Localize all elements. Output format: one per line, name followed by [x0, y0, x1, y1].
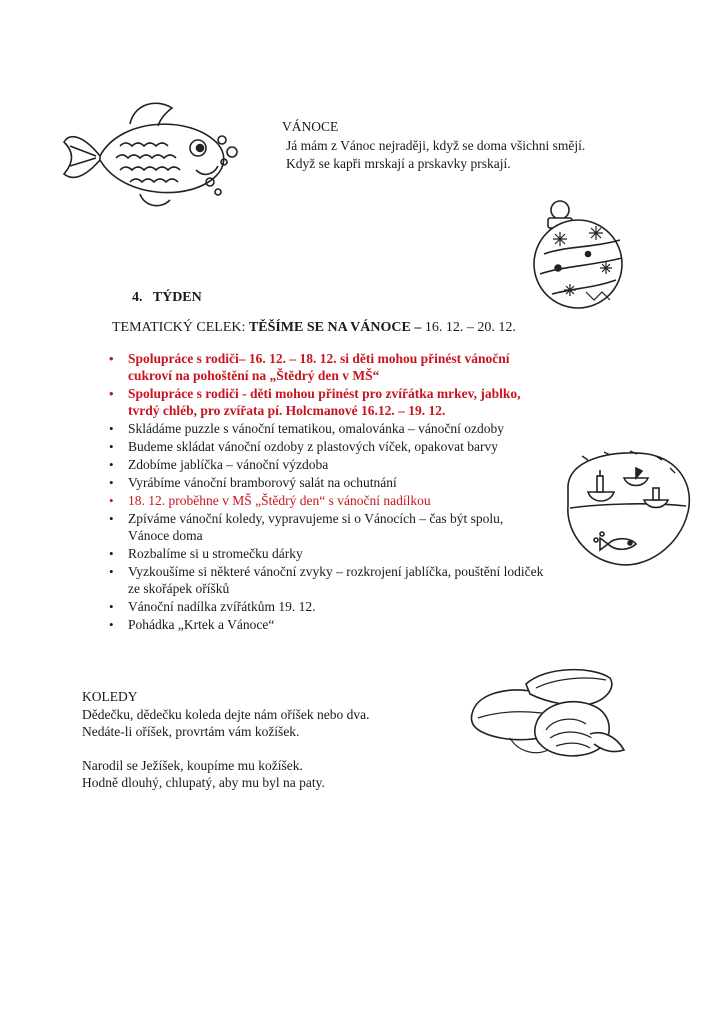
theme-prefix: TEMATICKÝ CELEK:: [112, 320, 249, 335]
apple-boats-illustration: [560, 446, 694, 574]
activity-item: • Spolupráce s rodiči - děti mohou přinést pro zvířátka mrkev, jablko, tvrdý chléb, pro zvířata pí. Holcmanové 16.12. – 19. 12.: [106, 385, 546, 419]
week-number: 4.: [132, 290, 143, 305]
activity-item: • Budeme skládat vánoční ozdoby z plastových víček, opakovat barvy: [106, 438, 546, 455]
fish-illustration: [60, 96, 240, 216]
poem-line: Já mám z Vánoc nejraději, když se doma všichni smějí.: [286, 138, 586, 153]
activity-item: • Spolupráce s rodiči– 16. 12. – 18. 12. si děti mohou přinést vánoční cukroví na pohoštění na „Štědrý den v MŠ“: [106, 350, 546, 384]
activity-item: • 18. 12. proběhne v MŠ „Štědrý den“ s vánoční nadílkou: [106, 492, 546, 509]
activity-item: • Vánoční nadílka zvířátkům 19. 12.: [106, 598, 546, 615]
theme-line: [112, 320, 516, 336]
walnuts-illustration: [466, 664, 626, 764]
activity-item: • Zdobíme jablíčka – vánoční výzdoba: [106, 456, 546, 473]
activities-list: [106, 350, 546, 634]
week-heading: [132, 290, 202, 306]
koledy-title: KOLEDY: [82, 689, 138, 704]
poem-title: VÁNOCE: [282, 119, 339, 134]
koledy-line: Dědečku, dědečku koleda dejte nám oříšek nebo dva.: [82, 707, 370, 722]
poem-line: Když se kapři mrskají a prskavky prskají.: [286, 156, 511, 171]
koledy-line: Narodil se Ježíšek, koupíme mu kožíšek.: [82, 758, 303, 773]
activity-item: • Zpíváme vánoční koledy, vypravujeme si o Vánocích – čas být spolu, Vánoce doma: [106, 510, 546, 544]
christmas-ornament-illustration: [530, 196, 640, 314]
koledy-line: Hodně dlouhý, chlupatý, aby mu byl na paty.: [82, 775, 325, 790]
activity-item: • Vyrábíme vánoční bramborový salát na ochutnání: [106, 474, 546, 491]
koledy-line: Nedáte-li oříšek, provrtám vám kožíšek.: [82, 724, 300, 739]
activity-item: • Pohádka „Krtek a Vánoce“: [106, 616, 546, 633]
theme-title: TĚŠÍME SE NA VÁNOCE –: [248, 320, 422, 335]
activity-item: • Skládáme puzzle s vánoční tematikou, omalovánka – vánoční ozdoby: [106, 420, 546, 437]
theme-dates: 16. 12. – 20. 12.: [421, 320, 516, 335]
activity-item: • Vyzkoušíme si některé vánoční zvyky – rozkrojení jablíčka, pouštění lodiček ze skořápek oříšků: [106, 563, 546, 597]
week-label: TÝDEN: [152, 290, 202, 305]
activity-item: • Rozbalíme si u stromečku dárky: [106, 545, 546, 562]
